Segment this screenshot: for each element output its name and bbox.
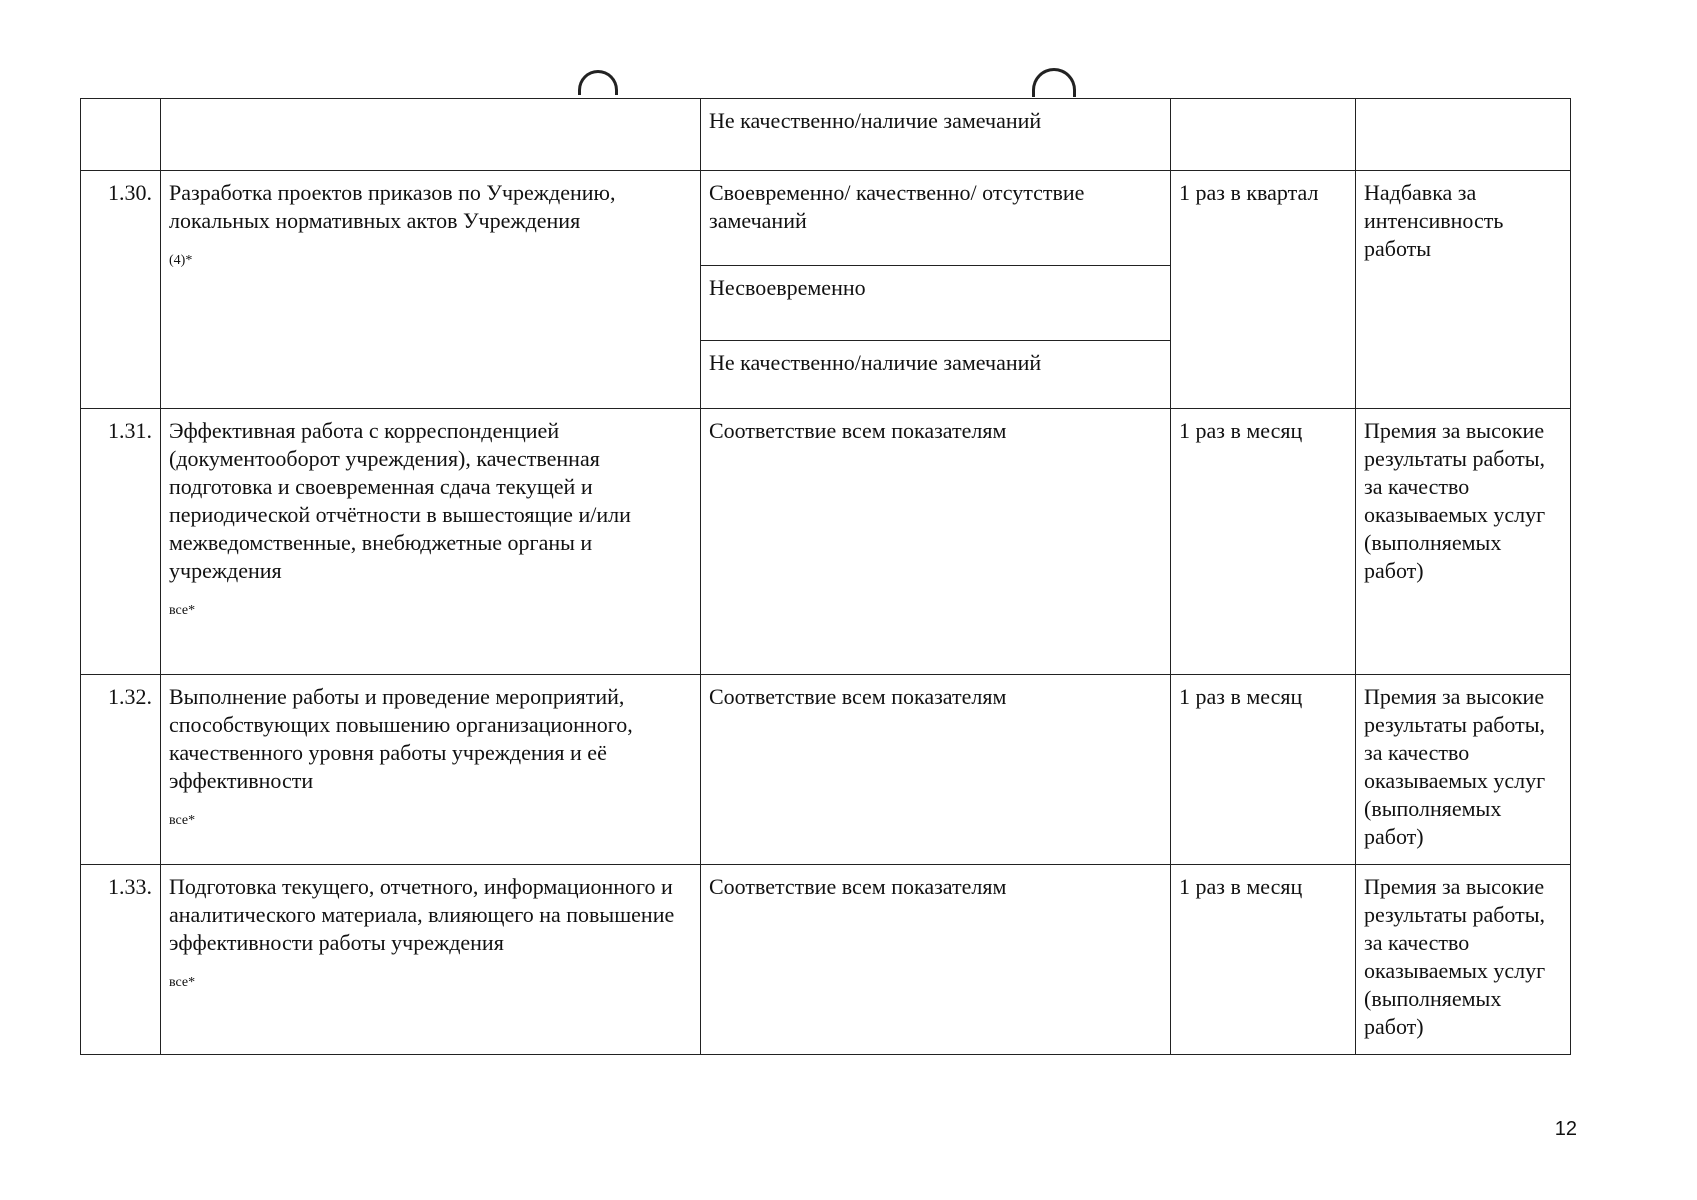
row-number: 1.33.: [81, 865, 161, 1055]
row-number: [81, 99, 161, 171]
row-period: 1 раз в квартал: [1171, 171, 1356, 409]
table-row: [81, 171, 1571, 409]
row-title: Разработка проектов приказов по Учреждению, локальных нормативных актов Учреждения: [169, 180, 616, 233]
row-type: Надбавка за интенсивность работы: [1356, 171, 1571, 409]
row-criterion: Несвоевременно: [701, 266, 1170, 341]
criteria-table: [80, 98, 1571, 1055]
row-title-cell: [161, 675, 701, 865]
row-title: Выполнение работы и проведение мероприятий, способствующих повышению организационного, качественного уровня работы учреждения и её эффективности: [169, 684, 633, 793]
table-row: [81, 675, 1571, 865]
row-criterion: Своевременно/ качественно/ отсутствие замечаний: [701, 171, 1170, 266]
row-title-cell: [161, 409, 701, 675]
row-title: Подготовка текущего, отчетного, информационного и аналитического материала, влияющего на повышение эффективности работы учреждения: [169, 874, 675, 955]
row-period: [1171, 99, 1356, 171]
row-criterion: Соответствие всем показателям: [701, 409, 1171, 675]
table-row: [81, 865, 1571, 1055]
row-period: 1 раз в месяц: [1171, 409, 1356, 675]
row-number: 1.30.: [81, 171, 161, 409]
row-number: 1.32.: [81, 675, 161, 865]
row-period: 1 раз в месяц: [1171, 675, 1356, 865]
row-title: Эффективная работа с корреспонденцией (документооборот учреждения), качественная подготовка и своевременная сдача текущей и периодической отчётности в вышестоящие и/или межведомственные, внебюджетные органы и учреждения: [169, 418, 631, 583]
row-type: Премия за высокие результаты работы, за качество оказываемых услуг (выполняемых работ): [1356, 865, 1571, 1055]
row-tag: все*: [169, 603, 196, 618]
table-row: [81, 99, 1571, 171]
row-tag: все*: [169, 813, 196, 828]
row-tag: все*: [169, 975, 196, 990]
page-number: 12: [1554, 1118, 1577, 1140]
row-tag: (4)*: [169, 253, 193, 268]
row-type: Премия за высокие результаты работы, за качество оказываемых услуг (выполняемых работ): [1356, 409, 1571, 675]
row-type: [1356, 99, 1571, 171]
row-period: 1 раз в месяц: [1171, 865, 1356, 1055]
row-criteria-cell: [701, 171, 1171, 409]
row-type: Премия за высокие результаты работы, за качество оказываемых услуг (выполняемых работ): [1356, 675, 1571, 865]
row-criterion: Не качественно/наличие замечаний: [701, 99, 1171, 171]
punch-hole-left: [578, 70, 618, 95]
row-title: [161, 99, 701, 171]
row-criterion: Соответствие всем показателям: [701, 865, 1171, 1055]
row-title-cell: [161, 171, 701, 409]
row-criterion: Не качественно/наличие замечаний: [709, 350, 1042, 375]
row-number: 1.31.: [81, 409, 161, 675]
row-title-cell: [161, 865, 701, 1055]
table-row: [81, 409, 1571, 675]
row-criterion: Соответствие всем показателям: [701, 675, 1171, 865]
punch-hole-right: [1032, 68, 1076, 97]
